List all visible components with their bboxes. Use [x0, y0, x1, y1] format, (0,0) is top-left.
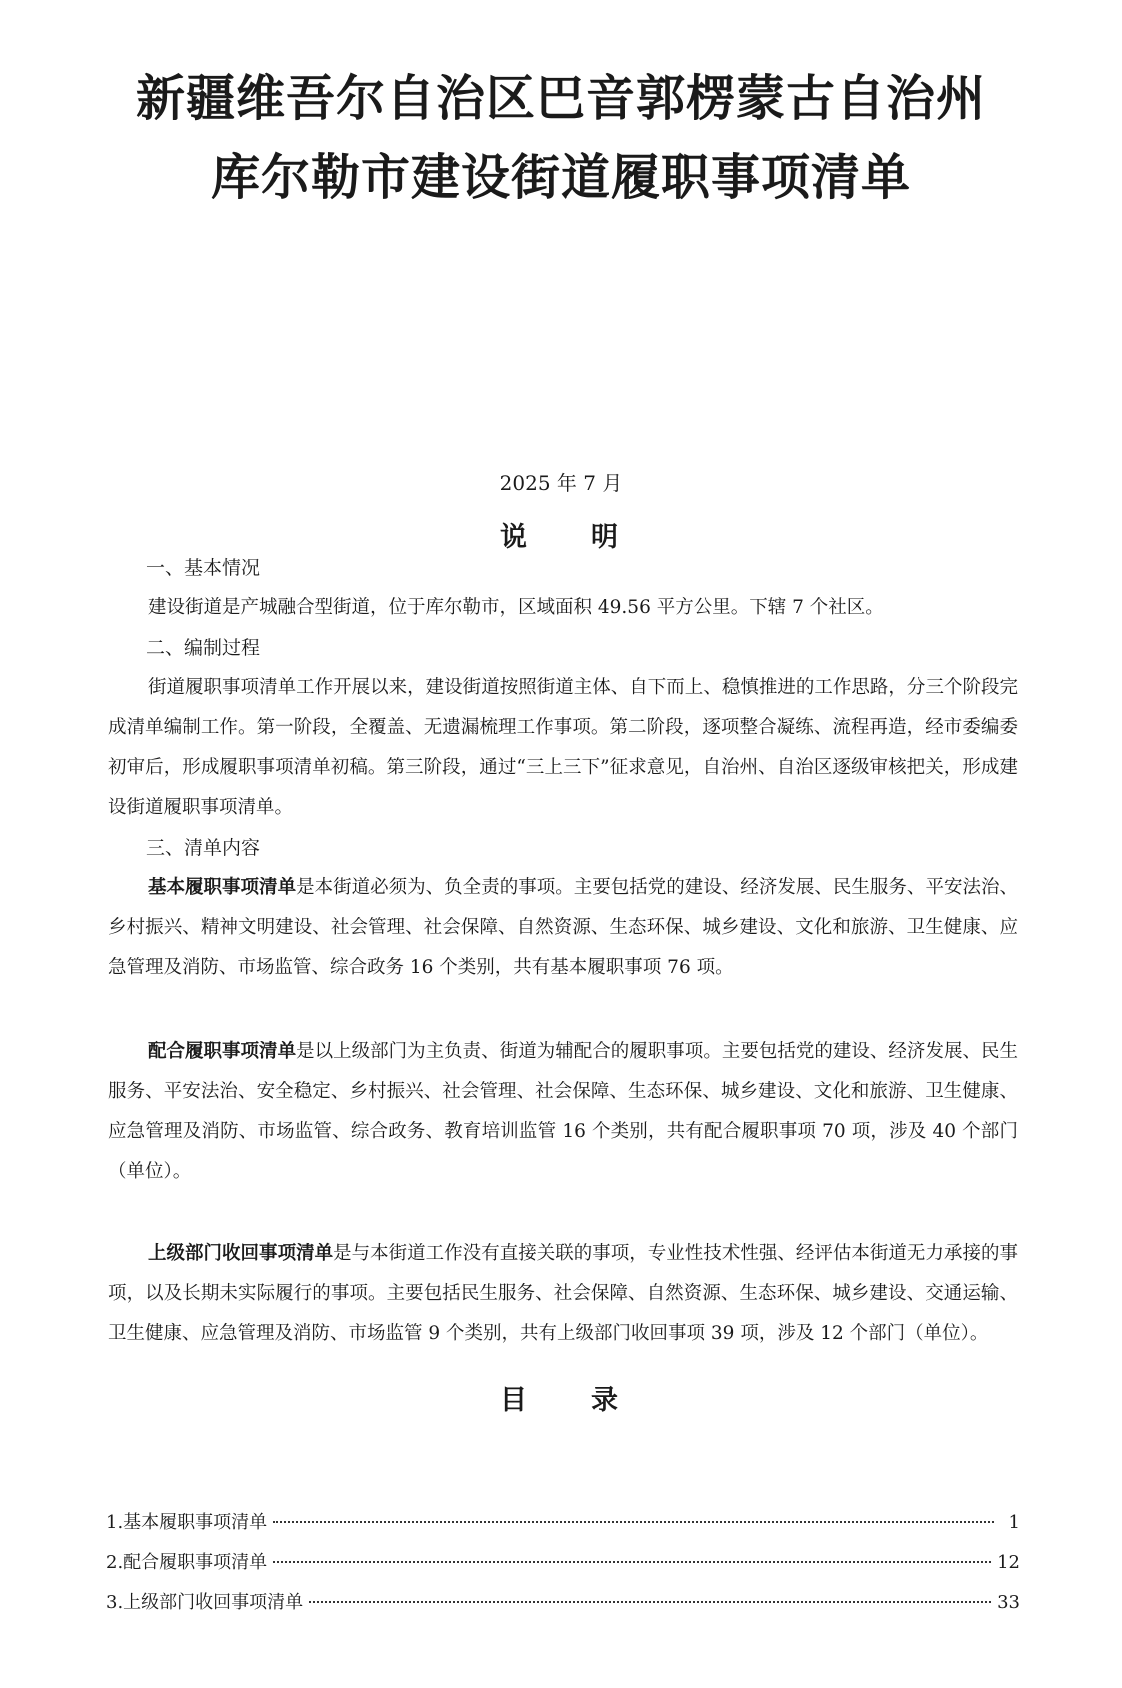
section-1-heading: 一、基本情况 [146, 557, 261, 579]
basic-list-paragraph [108, 868, 1018, 988]
toc-entry[interactable] [106, 1588, 1020, 1628]
basic-list-term: 基本履职事项清单 [148, 877, 297, 898]
toc-heading-char-1: 目 [500, 1385, 531, 1416]
coop-list-paragraph [108, 1032, 1018, 1192]
explanation-heading-char-1: 说 [500, 522, 531, 553]
section-2-heading: 二、编制过程 [146, 637, 261, 659]
toc-entry-label: 3.上级部门收回事项清单 [106, 1592, 304, 1613]
section-2-paragraph: 街道履职事项清单工作开展以来，建设街道按照街道主体、自下而上、稳慎推进的工作思路，分三个阶段完成清单编制工作。第一阶段，全覆盖、无遗漏梳理工作事项。第二阶段，逐项整合凝练、流程再造，经市委编委初审后，形成履职事项清单初稿。第三阶段，通过“三上三下”征求意见，自治州、自治区逐级审核把关，形成建设街道履职事项清单。 [108, 677, 1018, 818]
toc-entry-page: 12 [997, 1552, 1020, 1573]
toc-heading [0, 1378, 1122, 1417]
section-3-heading: 三、清单内容 [146, 837, 261, 859]
section-1-paragraph: 建设街道是产城融合型街道，位于库尔勒市，区域面积 49.56 平方公里。下辖 7 个社区。 [148, 597, 884, 618]
toc-entry-page: 1 [1008, 1512, 1020, 1533]
toc-heading-char-2: 录 [591, 1385, 622, 1416]
recall-list-desc: 是与本街道工作没有直接关联的事项，专业性技术性强、经评估本街道无力承接的事项，以及长期未实际履行的事项。主要包括民生服务、社会保障、自然资源、生态环保、城乡建设、交通运输、卫生健康、应急管理及消防、市场监管 9 个类别，共有上级部门收回事项 39 项，涉及 12 个部门（单位）。 [108, 1243, 1018, 1344]
toc-entry-page: 33 [997, 1592, 1020, 1613]
section-2-body [108, 668, 1018, 828]
recall-list-paragraph [108, 1234, 1018, 1354]
toc-leader-dots [273, 1521, 994, 1523]
toc-entry-label: 1.基本履职事项清单 [106, 1512, 268, 1533]
table-of-contents [106, 1508, 1020, 1628]
basic-list-desc: 是本街道必须为、负全责的事项。主要包括党的建设、经济发展、民生服务、平安法治、乡村振兴、精神文明建设、社会管理、社会保障、自然资源、生态环保、城乡建设、文化和旅游、卫生健康、应急管理及消防、市场监管、综合政务 16 个类别，共有基本履职事项 76 项。 [108, 877, 1018, 978]
recall-list-term: 上级部门收回事项清单 [148, 1243, 334, 1264]
section-1-body [108, 588, 1018, 628]
toc-entry[interactable] [106, 1548, 1020, 1588]
coop-list-term: 配合履职事项清单 [148, 1041, 297, 1062]
explanation-heading-char-2: 明 [591, 522, 622, 553]
title-line-2: 库尔勒市建设街道履职事项清单 [210, 149, 911, 206]
coop-list-desc: 是以上级部门为主负责、街道为辅配合的履职事项。主要包括党的建设、经济发展、民生服务、平安法治、安全稳定、乡村振兴、社会管理、社会保障、生态环保、城乡建设、文化和旅游、卫生健康、应急管理及消防、市场监管、综合政务、教育培训监管 16 个类别，共有配合履职事项 70 项，涉及 40 个部门（单位）。 [108, 1041, 1018, 1182]
publish-date: 2025 年 7 月 [499, 471, 623, 495]
title-line-1: 新疆维吾尔自治区巴音郭楞蒙古自治州 [135, 70, 986, 127]
toc-leader-dots [273, 1561, 991, 1563]
toc-entry[interactable] [106, 1508, 1020, 1548]
toc-leader-dots [309, 1601, 991, 1603]
toc-entry-label: 2.配合履职事项清单 [106, 1552, 268, 1573]
